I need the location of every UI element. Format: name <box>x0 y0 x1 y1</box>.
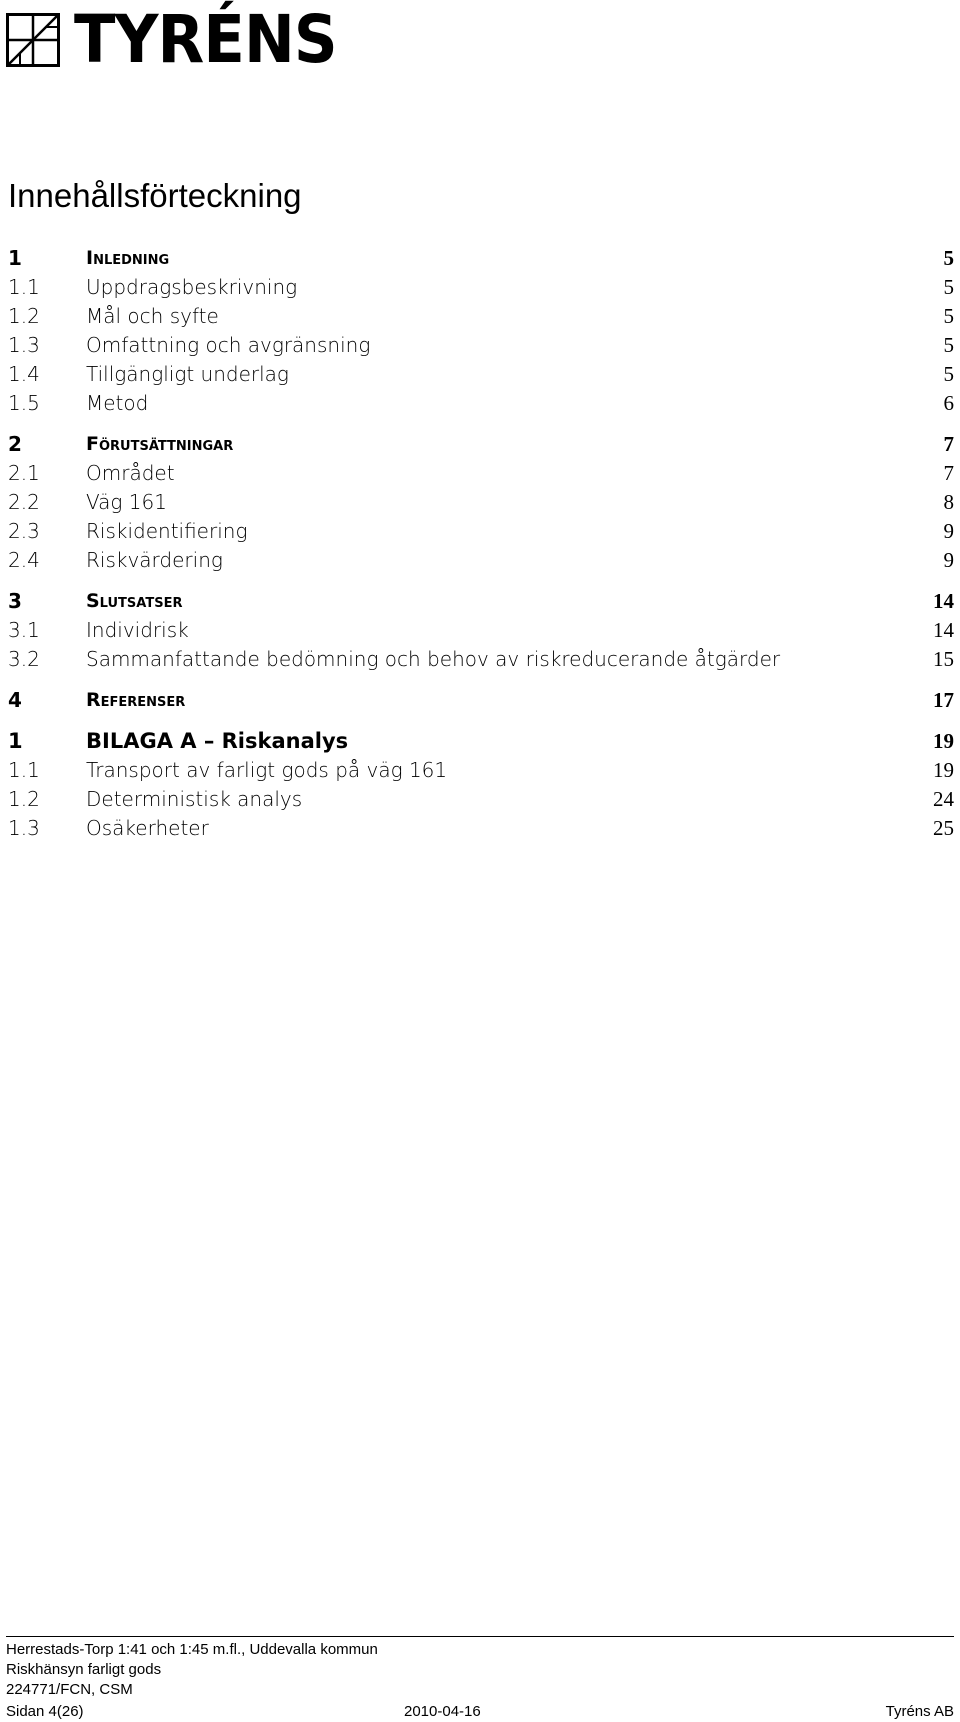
footer-reference: 224771/FCN, CSM <box>6 1681 133 1698</box>
toc-entry-page: 5 <box>943 275 954 299</box>
toc-entry[interactable] <box>0 517 960 545</box>
toc-entry-number: 1.2 <box>8 304 40 328</box>
toc-entry-page: 7 <box>943 461 954 485</box>
toc-entry[interactable] <box>0 814 960 842</box>
toc-entry-number: 1.1 <box>8 758 40 782</box>
footer-company: Tyréns AB <box>885 1703 954 1720</box>
tyrens-cube-logo-icon <box>6 13 60 67</box>
toc-entry-number: 1.3 <box>8 333 40 357</box>
toc-entry[interactable] <box>0 546 960 574</box>
toc-entry-label: Väg 161 <box>86 490 167 514</box>
toc-entry-number: 2.3 <box>8 519 40 543</box>
toc-entry-page: 19 <box>933 729 954 753</box>
toc-entry-page: 9 <box>943 519 954 543</box>
toc-entry-page: 14 <box>933 589 954 613</box>
toc-entry-label: Inledning <box>86 247 170 269</box>
toc-entry-label: BILAGA A – Riskanalys <box>86 729 349 753</box>
toc-entry-page: 5 <box>943 246 954 270</box>
toc-entry-number: 2 <box>8 432 22 456</box>
toc-entry[interactable] <box>0 785 960 813</box>
toc-title: Innehållsförteckning <box>8 177 302 214</box>
footer-page-number: Sidan 4(26) <box>6 1703 84 1720</box>
toc-entry[interactable] <box>0 686 960 714</box>
toc-entry-label: Förutsättningar <box>86 433 234 455</box>
toc-entry-number: 1.4 <box>8 362 40 386</box>
toc-entry[interactable] <box>0 459 960 487</box>
toc-entry[interactable] <box>0 756 960 784</box>
toc-entry[interactable] <box>0 360 960 388</box>
toc-entry[interactable] <box>0 587 960 615</box>
toc-entry-page: 8 <box>943 490 954 514</box>
toc-entry-label: Metod <box>86 391 149 415</box>
toc-entry-label: Mål och syfte <box>86 304 219 328</box>
toc-entry-page: 17 <box>933 688 954 712</box>
toc-entry-number: 3 <box>8 589 22 613</box>
footer-date: 2010-04-16 <box>404 1703 481 1720</box>
toc-entry-label: Området <box>86 461 175 485</box>
toc-entry-page: 7 <box>943 432 954 456</box>
toc-entry[interactable] <box>0 302 960 330</box>
toc-entry-page: 5 <box>943 362 954 386</box>
toc-entry-number: 2.1 <box>8 461 40 485</box>
toc-entry-page: 5 <box>943 304 954 328</box>
toc-entry-page: 9 <box>943 548 954 572</box>
toc-entry[interactable] <box>0 616 960 644</box>
toc-entry-number: 1.1 <box>8 275 40 299</box>
toc-entry-label: Sammanfattande bedömning och behov av riskreducerande åtgärder <box>86 647 781 671</box>
toc-entry[interactable] <box>0 488 960 516</box>
toc-entry-number: 2.4 <box>8 548 40 572</box>
toc-entry-label: Individrisk <box>86 618 189 642</box>
logo-wordmark: TYRÉNS <box>74 1 337 78</box>
toc-entry-number: 1.2 <box>8 787 40 811</box>
toc-entry-number: 1.3 <box>8 816 40 840</box>
footer-divider <box>6 1636 954 1637</box>
footer-subject: Riskhänsyn farligt gods <box>6 1661 162 1678</box>
toc-entry-label: Omfattning och avgränsning <box>86 333 371 357</box>
toc-entry-label: Osäkerheter <box>86 816 209 840</box>
toc-entry[interactable] <box>0 645 960 673</box>
toc-entry-page: 24 <box>933 787 954 811</box>
toc-entry[interactable] <box>0 389 960 417</box>
toc-entry[interactable] <box>0 273 960 301</box>
toc-entry-page: 6 <box>943 391 954 415</box>
toc-entry[interactable] <box>0 727 960 755</box>
toc-entry[interactable] <box>0 244 960 272</box>
toc-entry-page: 15 <box>933 647 954 671</box>
toc-entry-label: Uppdragsbeskrivning <box>86 275 298 299</box>
toc-entry-number: 3.1 <box>8 618 40 642</box>
toc-entry-page: 19 <box>933 758 954 782</box>
toc-entry-label: Slutsatser <box>86 590 183 612</box>
tyrens-logo <box>6 1 360 78</box>
toc-entry-label: Tillgängligt underlag <box>86 362 289 386</box>
toc-entry[interactable] <box>0 430 960 458</box>
toc-entry-page: 5 <box>943 333 954 357</box>
toc-entry-number: 3.2 <box>8 647 40 671</box>
toc-entry-number: 1.5 <box>8 391 40 415</box>
toc-entry-label: Riskidentifiering <box>86 519 248 543</box>
toc-entry-number: 4 <box>8 688 22 712</box>
toc-entry-label: Deterministisk analys <box>86 787 303 811</box>
toc-entry-number: 1 <box>8 246 22 270</box>
footer-project: Herrestads-Torp 1:41 och 1:45 m.fl., Uddevalla kommun <box>6 1641 378 1658</box>
toc-entry-label: Referenser <box>86 689 186 711</box>
toc-entry-number: 2.2 <box>8 490 40 514</box>
footer-bottom-row <box>6 1702 954 1722</box>
toc-entry-page: 25 <box>933 816 954 840</box>
toc-entry-number: 1 <box>8 729 23 753</box>
toc-entry-page: 14 <box>933 618 954 642</box>
toc-entry-label: Transport av farligt gods på väg 161 <box>86 758 448 782</box>
toc-entry-label: Riskvärdering <box>86 548 223 572</box>
toc-entry[interactable] <box>0 331 960 359</box>
